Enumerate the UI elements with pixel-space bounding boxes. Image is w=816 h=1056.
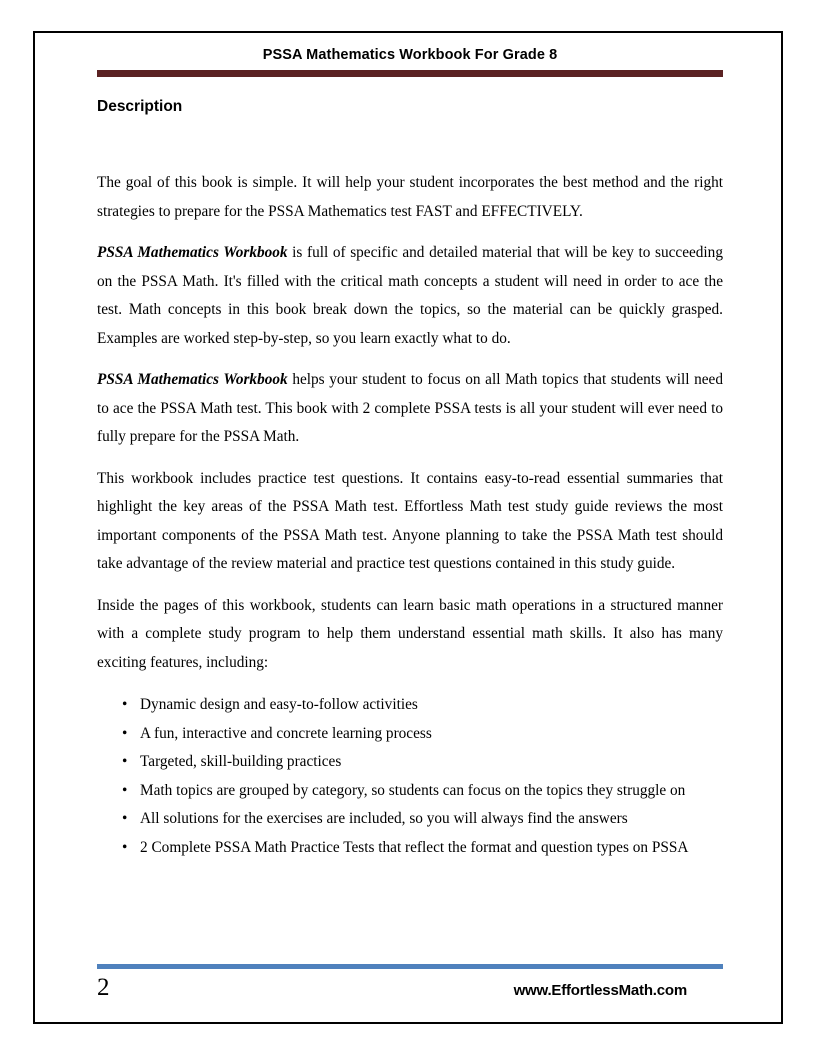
list-item-text: All solutions for the exercises are included, so you will always find the answers xyxy=(140,810,628,827)
footer-website[interactable]: www.EffortlessMath.com xyxy=(513,982,687,999)
document-header xyxy=(97,47,723,77)
paragraph-text: Inside the pages of this workbook, students can learn basic math operations in a structured manner with a complete study program to help them understand essential math skills. It also has many exciting features, including: xyxy=(97,596,723,671)
list-item xyxy=(97,720,723,749)
list-item-text: Math topics are grouped by category, so students can focus on the topics they struggle on xyxy=(140,781,686,799)
document-footer xyxy=(97,964,723,1000)
page-number: 2 xyxy=(97,974,110,1001)
bullet-icon: • xyxy=(122,724,128,742)
paragraph-text: helps your student to focus on all Math topics that students will need to ace the PSSA Math test. This book with 2 complete PSSA tests is all your student will ever need to fully prepare for the PSSA Math. xyxy=(97,371,723,445)
header-title: PSSA Mathematics Workbook For Grade 8 xyxy=(262,47,558,63)
header-rule xyxy=(97,70,723,77)
features-list xyxy=(97,691,723,862)
paragraph-text: This workbook includes practice test questions. It contains easy-to-read essential summaries that highlight the key areas of the PSSA Math test. Effortless Math test study guide reviews the most important components of the PSSA Math test. Anyone planning to take the PSSA Math test should take advantage of the review material and practice test questions contained in this study guide. xyxy=(97,469,723,572)
footer-row xyxy=(97,975,723,1000)
footer-rule xyxy=(97,964,723,969)
bullet-icon: • xyxy=(122,753,128,770)
list-item-text: Targeted, skill-building practices xyxy=(140,753,342,770)
bullet-icon: • xyxy=(122,781,128,799)
bullet-icon: • xyxy=(122,696,128,713)
paragraph-text: is full of specific and detailed material that will be key to succeeding on the PSSA Math. It's filled with the critical math concepts a student will need in order to ace the test. Math concepts in this book break down the topics, so the material can be quickly grasped. Examples are worked step-by-step, so you learn exactly what to do. xyxy=(97,244,723,347)
page-frame xyxy=(33,31,783,1024)
list-item xyxy=(97,748,723,777)
list-item xyxy=(97,805,723,834)
paragraph-workbook-focus xyxy=(97,366,723,452)
list-item xyxy=(97,691,723,720)
paragraph-inside-pages xyxy=(97,592,723,678)
paragraph-workbook-detail xyxy=(97,239,723,353)
list-item xyxy=(97,834,723,863)
list-item xyxy=(97,777,723,806)
paragraph-text: The goal of this book is simple. It will help your student incorporates the best method and the right strategies to prepare for the PSSA Mathematics test FAST and EFFECTIVELY. xyxy=(97,174,723,220)
page-content-area xyxy=(97,33,723,1022)
paragraph-intro xyxy=(97,169,723,226)
paragraph-practice-questions xyxy=(97,465,723,579)
list-item-text: Dynamic design and easy-to-follow activities xyxy=(140,696,418,713)
list-item-text: A fun, interactive and concrete learning process xyxy=(140,724,432,742)
paragraph-lead-in: PSSA Mathematics Workbook xyxy=(97,244,288,261)
list-item-text: 2 Complete PSSA Math Practice Tests that reflect the format and question types on PSSA xyxy=(140,838,689,856)
section-heading-description: Description xyxy=(97,98,183,115)
bullet-icon: • xyxy=(122,810,128,827)
body-content xyxy=(97,169,723,862)
paragraph-lead-in: PSSA Mathematics Workbook xyxy=(97,371,288,388)
bullet-icon: • xyxy=(122,838,128,856)
